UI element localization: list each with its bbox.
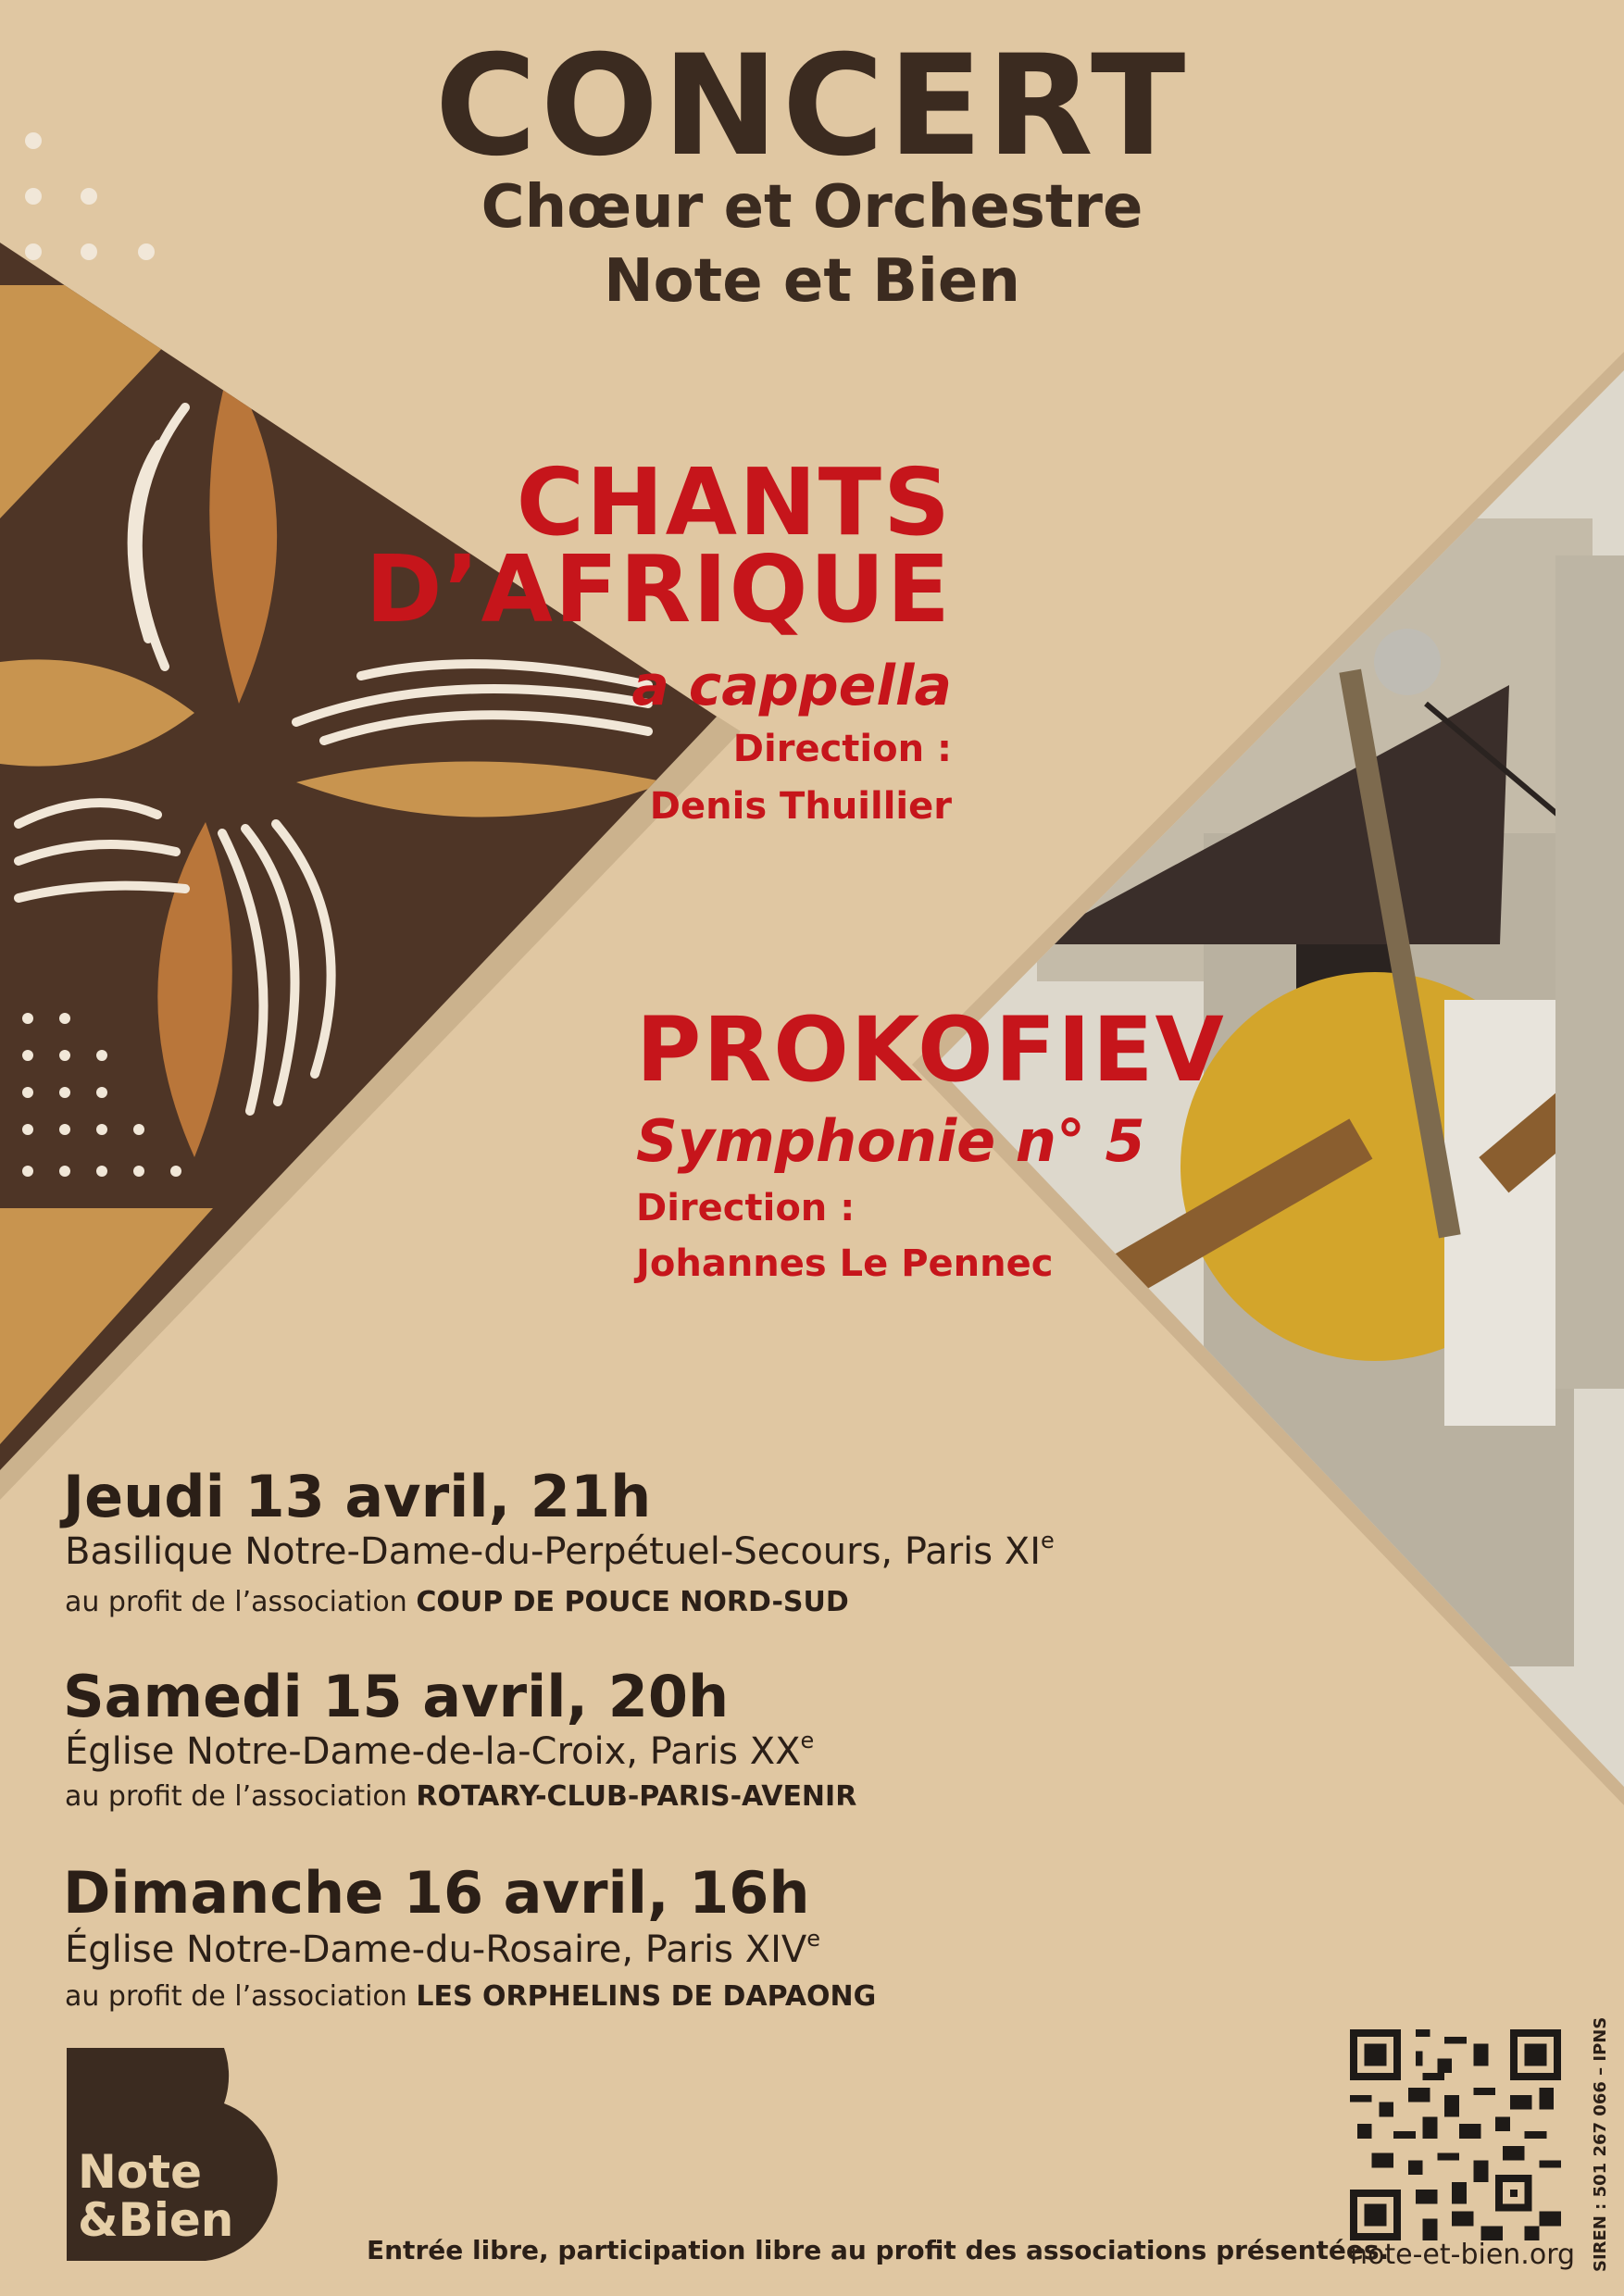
benefit-3-prefix: au profit de l’association bbox=[65, 1980, 407, 2013]
prokofiev-director: Johannes Le Pennec bbox=[636, 1242, 1054, 1285]
prokofiev-direction-label: Direction : bbox=[636, 1187, 856, 1229]
benefit-1 bbox=[65, 1586, 849, 1618]
benefit-1-org: COUP DE POUCE NORD-SUD bbox=[416, 1586, 849, 1618]
venue-2-sup: e bbox=[800, 1728, 815, 1753]
benefit-2-org: ROTARY-CLUB-PARIS-AVENIR bbox=[416, 1780, 857, 1813]
venue-2 bbox=[65, 1728, 815, 1773]
venue-3-name: Église Notre-Dame-du-Rosaire, Paris XIV bbox=[65, 1928, 807, 1971]
logo-line2: &Bien bbox=[78, 2193, 234, 2247]
venue-1-name: Basilique Notre-Dame-du-Perpétuel-Secours, Paris XI bbox=[65, 1530, 1042, 1573]
venue-3-sup: e bbox=[806, 1926, 821, 1952]
benefit-2-prefix: au profit de l’association bbox=[65, 1780, 407, 1813]
siren-number: SIREN : 501 267 066 – IPNS bbox=[1591, 2016, 1610, 2272]
date-2: Samedi 15 avril, 20h bbox=[63, 1663, 730, 1730]
benefit-2 bbox=[65, 1780, 857, 1813]
africa-direction-label: Direction : bbox=[732, 728, 952, 770]
date-1: Jeudi 13 avril, 21h bbox=[63, 1463, 652, 1530]
africa-style: a cappella bbox=[631, 654, 952, 718]
qr-code[interactable] bbox=[1350, 2029, 1561, 2240]
africa-title-line2: D’AFRIQUE bbox=[365, 535, 952, 643]
african-pattern-panel bbox=[0, 185, 741, 1528]
venue-3 bbox=[65, 1926, 821, 1971]
benefit-3-org: LES ORPHELINS DE DAPAONG bbox=[416, 1980, 877, 2013]
logo-line1: Note bbox=[78, 2145, 203, 2199]
logo-text bbox=[78, 2145, 234, 2247]
date-3: Dimanche 16 avril, 16h bbox=[63, 1859, 810, 1927]
africa-title-line1: CHANTS bbox=[516, 448, 952, 556]
ensemble-name: Note et Bien bbox=[604, 247, 1020, 316]
benefit-3 bbox=[65, 1980, 877, 2013]
choir-orchestra-subtitle: Chœur et Orchestre bbox=[481, 173, 1143, 242]
africa-director: Denis Thuillier bbox=[649, 785, 952, 828]
website-link[interactable]: note-et-bien.org bbox=[1350, 2239, 1576, 2271]
prokofiev-title: PROKOFIEV bbox=[636, 998, 1226, 1102]
entry-note: Entrée libre, participation libre au profit des associations présentées. bbox=[367, 2235, 1390, 2265]
venue-1-sup: e bbox=[1041, 1528, 1055, 1554]
venue-1 bbox=[65, 1528, 1055, 1573]
prokofiev-work: Symphonie n° 5 bbox=[636, 1107, 1145, 1175]
benefit-1-prefix: au profit de l’association bbox=[65, 1586, 407, 1618]
venue-2-name: Église Notre-Dame-de-la-Croix, Paris XX bbox=[65, 1730, 801, 1773]
africa-program-title bbox=[365, 448, 952, 643]
concert-title: CONCERT bbox=[434, 26, 1190, 187]
